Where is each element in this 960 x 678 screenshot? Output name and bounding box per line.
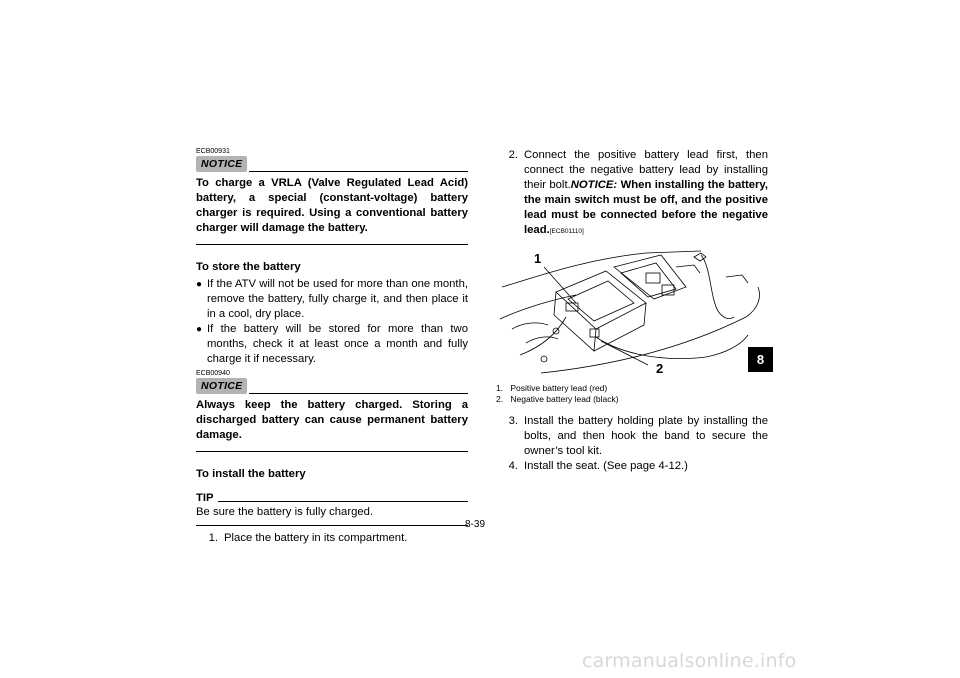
notice-end-rule — [196, 451, 468, 452]
step-number: 2. — [508, 149, 518, 161]
bullet-icon: ● — [196, 279, 203, 290]
bullet-text: If the battery will be stored for more than two months, check it at least once a month and fully charge it if necessary. — [207, 323, 468, 365]
inline-notice-text: When installing the battery, the main switch must be off, and the positive lead must be connected before the negative lead. — [524, 179, 769, 236]
step-item — [196, 531, 468, 546]
bullet-icon: ● — [196, 324, 203, 335]
chapter-tab: 8 — [748, 347, 773, 372]
notice-badge: NOTICE — [196, 378, 247, 394]
step-item — [496, 414, 768, 459]
notice-header — [196, 156, 468, 172]
caption-text: Negative battery lead (black) — [510, 394, 619, 404]
tip-end-rule — [196, 525, 468, 526]
figure-callout-2: 2 — [656, 361, 664, 376]
notice-code: ECB00931 — [196, 148, 230, 155]
notice-code: ECB00940 — [196, 370, 230, 377]
notice-header — [196, 378, 468, 394]
step-number: 1. — [208, 532, 218, 544]
step-number: 3. — [508, 415, 518, 427]
figure-caption — [496, 394, 768, 405]
tip-rule — [218, 501, 468, 502]
step-item — [496, 148, 768, 239]
notice-end-rule — [196, 244, 468, 245]
notice-badge: NOTICE — [196, 156, 247, 172]
watermark: carmanualsonline.info — [582, 650, 797, 672]
step-text: Install the battery holding plate by installing the bolts, and then hook the band to secure the owner’s tool kit. — [524, 415, 768, 457]
inline-notice-label: NOTICE: — [570, 179, 618, 191]
figure-caption — [496, 383, 768, 394]
notice-rule — [249, 392, 468, 394]
caption-number: 2. — [496, 394, 504, 404]
tip-label: TIP — [196, 492, 214, 504]
bullet-item — [196, 322, 468, 367]
caption-text: Positive battery lead (red) — [510, 383, 608, 393]
notice-code: [ECB01110] — [549, 228, 584, 235]
step-text-block — [524, 148, 768, 239]
page-number: 8-39 — [465, 519, 486, 530]
notice-rule — [249, 170, 468, 172]
notice-text: Always keep the battery charged. Storing a discharged battery can cause permanent battery damage. — [196, 399, 468, 441]
battery-figure — [496, 247, 764, 383]
left-column — [196, 148, 468, 546]
section-heading-store: To store the battery — [196, 261, 301, 273]
bullet-text: If the ATV will not be used for more than one month, remove the battery, fully charge it, and then place it in a cool, dry place. — [207, 278, 468, 320]
figure-callout-1: 1 — [534, 251, 542, 266]
notice-text: To charge a VRLA (Valve Regulated Lead Acid) battery, a special (constant-voltage) battery charger is required. Using a conventional battery charger will damage the battery. — [196, 177, 468, 234]
step-number: 4. — [508, 460, 518, 472]
step-text: Install the seat. (See page 4-12.) — [524, 460, 688, 472]
caption-number: 1. — [496, 383, 504, 393]
tip-header — [196, 491, 468, 505]
section-heading-install: To install the battery — [196, 468, 306, 480]
step-text: Place the battery in its compartment. — [224, 532, 408, 544]
battery-compartment-illustration — [496, 247, 764, 383]
right-column — [496, 148, 768, 474]
step-item — [496, 459, 768, 474]
step-text: Connect the positive battery lead first, then connect the negative battery lead by installing their bolt. — [524, 149, 768, 191]
tip-text: Be sure the battery is fully charged. — [196, 506, 374, 518]
bullet-item — [196, 277, 468, 322]
